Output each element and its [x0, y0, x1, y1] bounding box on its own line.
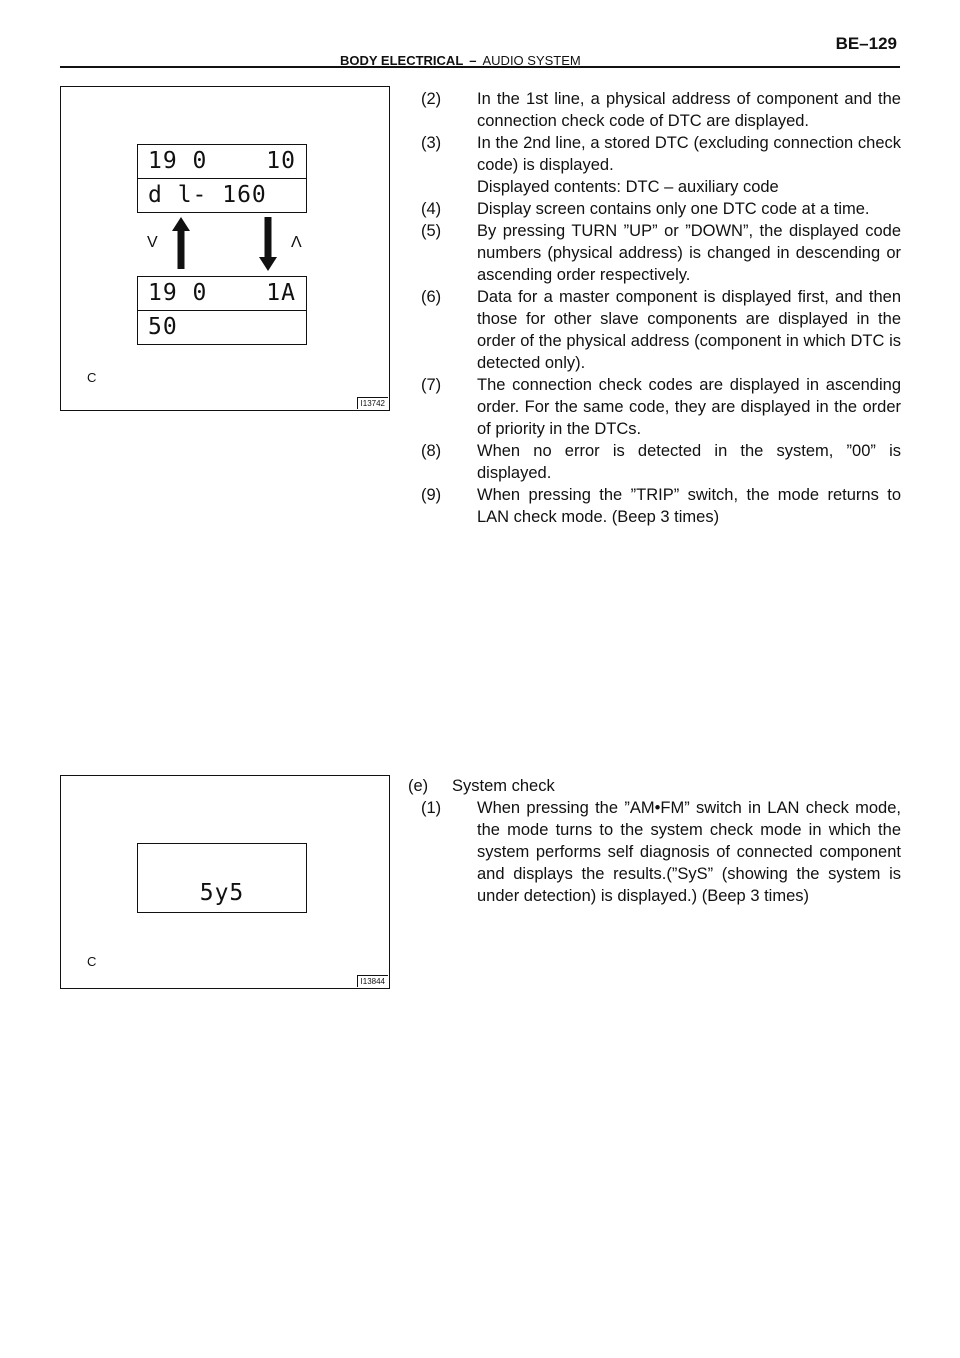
item-text: Data for a master component is displayed first, and then those for other slave components are displayed in the order of the physical address (component in which DTC is detected only).: [477, 288, 901, 372]
figure-id: I13844: [357, 975, 388, 987]
arrow-up-label: Λ: [291, 234, 302, 251]
item-number: (2): [421, 90, 442, 108]
figure-letter: C: [87, 954, 97, 969]
lcd-display-bottom: [137, 276, 307, 345]
arrow-icons: [137, 215, 305, 273]
item-text: By pressing TURN ”UP” or ”DOWN”, the displayed code numbers (physical address) is changed in descending or ascending order respectively.: [477, 222, 901, 284]
list-item: [421, 286, 901, 374]
figure-id: I13742: [357, 397, 388, 409]
item-text: In the 1st line, a physical address of component and the connection check code of DTC are displayed.: [477, 90, 901, 130]
list-item: [408, 797, 901, 907]
figure-system-check-display: [60, 775, 390, 989]
item-number: (7): [421, 376, 442, 394]
lcd-line-1: [138, 145, 306, 178]
item-text: Display screen contains only one DTC code at a time.: [477, 200, 870, 218]
arrow-down-icon: [259, 217, 277, 271]
steps-list: [421, 88, 901, 528]
lcd-line-2: [138, 310, 306, 344]
item-text: When pressing the ”AM•FM” switch in LAN check mode, the mode turns to the system check mode in which the system performs self diagnosis of connected component and displays the results.(”SyS” (showing the system is under detection) is displayed.) (Beep 3 times): [477, 799, 901, 905]
list-item: [421, 220, 901, 286]
lcd-display-top: [137, 144, 307, 213]
section-heading-text: System check: [452, 777, 555, 795]
section-title: BODY ELECTRICAL: [340, 53, 464, 68]
arrow-up-icon: [172, 217, 190, 269]
item-number: (8): [421, 442, 442, 460]
list-item: [421, 198, 901, 220]
lcd-line-2: [138, 178, 306, 212]
lcd-check-code: 10: [266, 148, 296, 174]
header-rule: [60, 66, 900, 68]
section-system-check: [408, 775, 901, 907]
item-text: When pressing the ”TRIP” switch, the mode returns to LAN check mode. (Beep 3 times): [477, 486, 901, 526]
item-number: (5): [421, 222, 442, 240]
lcd-dtc: d l- 160: [148, 182, 267, 208]
item-number: (3): [421, 134, 442, 152]
item-text: In the 2nd line, a stored DTC (excluding connection check code) is displayed.: [477, 134, 901, 174]
list-item: [421, 374, 901, 440]
list-item: [421, 132, 901, 198]
header-dash: –: [469, 53, 477, 68]
item-number: (1): [421, 799, 442, 817]
lcd-dtc: 50: [148, 314, 178, 340]
lcd-display: [137, 843, 307, 913]
item-text: Displayed contents: DTC – auxiliary code: [477, 178, 779, 196]
lcd-check-code: 1A: [266, 280, 296, 306]
item-text: The connection check codes are displayed in ascending order. For the same code, they are displayed in the order of priority in the DTCs.: [477, 376, 901, 438]
lcd-address: 19 0: [148, 280, 208, 306]
item-text: When no error is detected in the system, ”00” is displayed.: [477, 442, 901, 482]
list-item: [421, 440, 901, 484]
turn-arrows: [137, 215, 305, 273]
lcd-line-1: [138, 277, 306, 310]
section-number: (e): [408, 777, 429, 795]
lcd-sys-text: 5y5: [199, 880, 245, 906]
item-number: (6): [421, 288, 442, 306]
figure-letter: C: [87, 370, 97, 385]
arrow-down-label: V: [147, 234, 158, 251]
section-heading: [408, 775, 901, 797]
page-number: BE–129: [835, 34, 897, 53]
item-number: (9): [421, 486, 442, 504]
subsection-title: AUDIO SYSTEM: [482, 53, 581, 68]
list-item: [421, 484, 901, 528]
figure-dtc-display: [60, 86, 390, 411]
lcd-address: 19 0: [148, 148, 208, 174]
list-item: [421, 88, 901, 132]
item-number: (4): [421, 200, 442, 218]
